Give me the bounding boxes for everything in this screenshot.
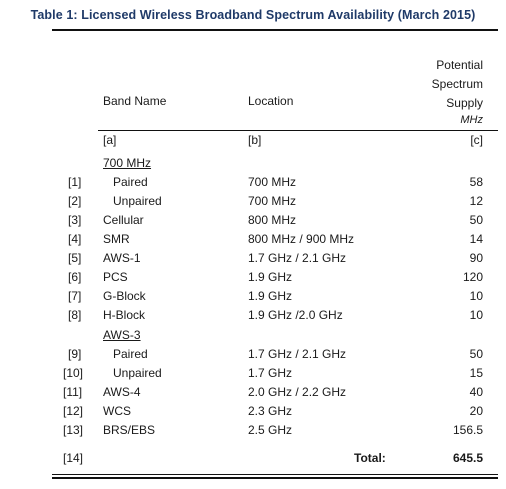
band-name: Unpaired	[113, 366, 162, 380]
total-row-number: [14]	[63, 451, 84, 465]
total-value: 645.5	[452, 451, 483, 465]
row-number: [3]	[68, 213, 82, 227]
header-rule	[98, 130, 498, 131]
footnote-b: [b]	[248, 133, 262, 147]
location: 1.7 GHz / 2.1 GHz	[248, 251, 347, 265]
band-name: SMR	[103, 232, 130, 246]
band-name: WCS	[103, 404, 131, 418]
band-name: H-Block	[103, 308, 146, 322]
row-number: [5]	[68, 251, 82, 265]
top-rule	[52, 29, 498, 31]
header-supply-line-2: Spectrum	[431, 77, 483, 91]
supply-value: 90	[469, 251, 483, 265]
supply-value: 15	[469, 366, 483, 380]
row-number: [13]	[63, 423, 84, 437]
header-unit: MHz	[460, 114, 483, 126]
header-potential-supply	[432, 56, 483, 113]
group-label-aws3: AWS-3	[103, 328, 141, 342]
location: 2.3 GHz	[248, 404, 293, 418]
location: 800 MHz / 900 MHz	[248, 232, 355, 246]
row-number: [4]	[68, 232, 82, 246]
location: 700 MHz	[248, 175, 297, 189]
location: 1.9 GHz	[248, 270, 293, 284]
band-name: PCS	[103, 270, 128, 284]
row-number: [11]	[63, 385, 83, 399]
row-number: [2]	[68, 194, 82, 208]
location: 2.5 GHz	[248, 423, 293, 437]
band-name: AWS-1	[103, 251, 141, 265]
row-number: [1]	[68, 175, 82, 189]
supply-value: 10	[469, 308, 483, 322]
location: 800 MHz	[248, 213, 297, 227]
supply-value: 156.5	[452, 423, 483, 437]
header-location: Location	[248, 94, 294, 108]
row-number: [7]	[68, 289, 82, 303]
supply-value: 120	[462, 270, 483, 284]
row-number: [12]	[63, 404, 84, 418]
band-name: Paired	[113, 175, 148, 189]
band-name: Unpaired	[113, 194, 162, 208]
supply-value: 12	[469, 194, 483, 208]
header-supply-line-3: Supply	[446, 96, 483, 110]
bottom-rule-thin	[52, 474, 498, 475]
row-number: [10]	[63, 366, 84, 380]
group-label-700mhz: 700 MHz	[103, 156, 152, 170]
row-number: [6]	[68, 270, 82, 284]
table-title: Table 1: Licensed Wireless Broadband Spectrum Availability (March 2015)	[30, 8, 476, 22]
supply-value: 58	[469, 175, 483, 189]
supply-value: 10	[469, 289, 483, 303]
band-name: AWS-4	[103, 385, 141, 399]
total-label: Total:	[354, 451, 386, 465]
location: 1.9 GHz /2.0 GHz	[248, 308, 343, 322]
band-name: G-Block	[103, 289, 146, 303]
bottom-rule-thick	[52, 477, 498, 479]
supply-value: 20	[469, 404, 483, 418]
location: 700 MHz	[248, 194, 297, 208]
row-number: [8]	[68, 308, 82, 322]
footnote-c: [c]	[470, 133, 483, 147]
location: 1.7 GHz / 2.1 GHz	[248, 347, 347, 361]
supply-value: 50	[469, 213, 483, 227]
footnote-a: [a]	[103, 133, 117, 147]
supply-value: 40	[469, 385, 483, 399]
supply-value: 14	[469, 232, 483, 246]
supply-value: 50	[469, 347, 483, 361]
band-name: Paired	[113, 347, 148, 361]
row-number: [9]	[68, 347, 82, 361]
band-name: Cellular	[103, 213, 144, 227]
band-name: BRS/EBS	[103, 423, 156, 437]
header-band-name: Band Name	[103, 94, 167, 108]
location: 1.9 GHz	[248, 289, 293, 303]
location: 1.7 GHz	[248, 366, 293, 380]
location: 2.0 GHz / 2.2 GHz	[248, 385, 347, 399]
header-supply-line-1: Potential	[436, 58, 483, 72]
